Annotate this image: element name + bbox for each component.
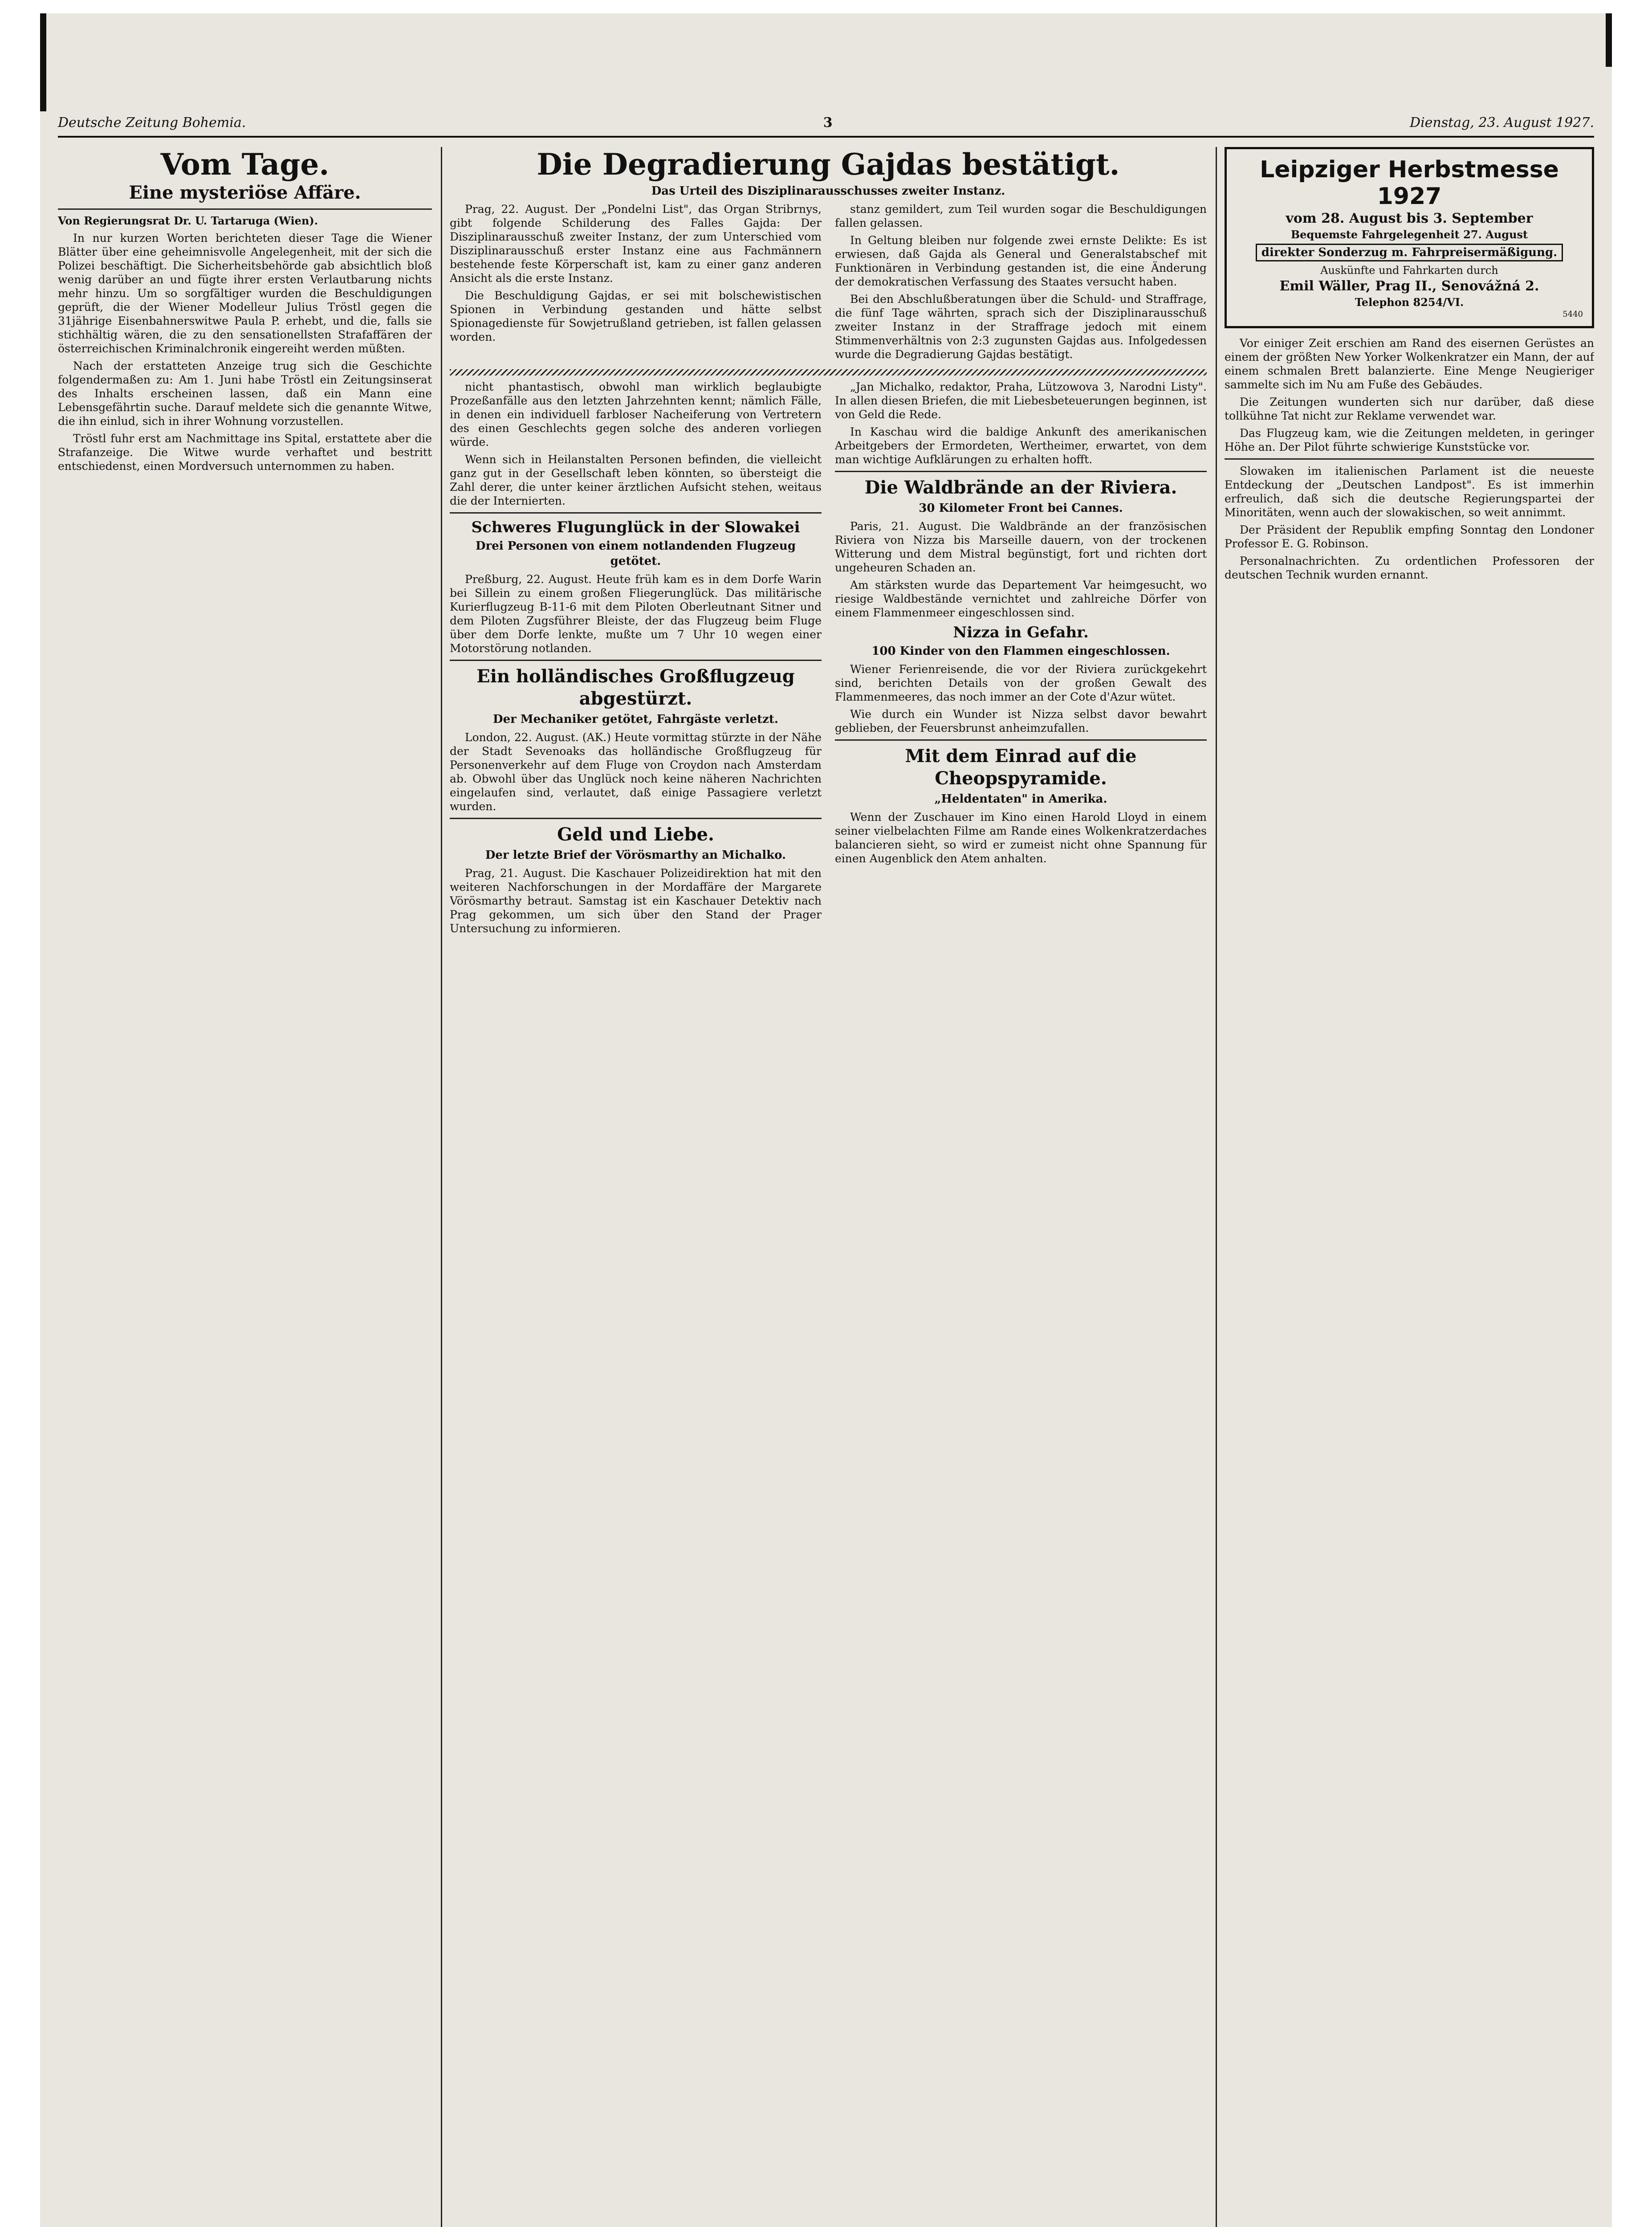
article-paragraph: Das Flugzeug kam, wie die Zeitungen meldeten, in geringer Höhe an. Der Pilot führte schwierige Kunststücke vor. (1225, 427, 1594, 453)
article-paragraph: Wiener Ferienreisende, die vor der Riviera zurückgekehrt sind, berichten Details von der großen Gewalt des Flammenmeeres, das noch immer an der Cote d'Azur wütet. (835, 663, 1207, 703)
article-paragraph: Personalnachrichten. Zu ordentlichen Professoren der deutschen Technik wurden ernannt. (1225, 555, 1594, 581)
cheops-subheadline: „Heldentaten" in Amerika. (934, 792, 1107, 806)
main-headline: Die Degradierung Gajdas bestätigt. (537, 147, 1120, 182)
divider (450, 660, 822, 661)
article-paragraph: Vor einiger Zeit erschien am Rand des eisernen Gerüstes an einem der größten New Yorker Wolkenkratzer ein Mann, der auf einem schmalen Brett balanzierte. Eine Menge Neugieriger sammelte sich im Nu am Fuße des Gebäudes. (1225, 337, 1594, 391)
article-paragraph: Tröstl fuhr erst am Nachmittage ins Spital, erstattete aber die Strafanzeige. Die Witwe wurde verhaftet und bestritt entschiedenst, einen Mordversuch unternommen zu haben. (58, 432, 432, 473)
article-paragraph: Wenn sich in Heilanstalten Personen befinden, die vielleicht ganz gut in der Gesellschaft leben könnten, so übersteigt die Zahl derer, die unter keiner ärztlichen Aufsicht stehen, weitaus die der Internierten. (450, 453, 822, 507)
article-paragraph: In Kaschau wird die baldige Ankunft des amerikanischen Arbeitgebers der Ermordeten, Wertheimer, erwartet, von dem man wichtige Aufklärungen zu erhalten hofft. (835, 425, 1207, 466)
nizza-headline: Nizza in Gefahr. (953, 624, 1089, 641)
divider (1225, 458, 1594, 460)
article-paragraph: Wenn der Zuschauer im Kino einen Harold Lloyd in einem seiner vielbelachten Filme am Rande eines Wolkenkratzerdaches balancieren sieht, so wird er zumeist nicht ohne Spannung für einen Augenblick den Atem anhalten. (835, 811, 1207, 865)
issue-date: Dienstag, 23. August 1927. (1410, 114, 1594, 131)
cheops-headline: Mit dem Einrad auf die Cheopspyramide. (905, 746, 1137, 789)
article-paragraph: Am stärksten wurde das Departement Var heimgesucht, wo riesige Waldbestände vernichtet und zahlreiche Dörfer von einem Flammenmeer eingeschlossen sind. (835, 579, 1207, 619)
column-left (58, 147, 432, 2227)
fire-headline: Die Waldbrände an der Riviera. (864, 477, 1177, 498)
ad-agent: Emil Wäller, Prag II., Senovážná 2. (1279, 278, 1539, 294)
divider (835, 471, 1207, 472)
article-paragraph: Nach der erstatteten Anzeige trug sich die Geschichte folgendermaßen zu: Am 1. Juni habe Tröstl ein Zeitungsinserat des Inhalts erscheinen lassen, daß ein Mann eine Lebensgefährtin suche. Darauf meldete sich die genannte Witwe, die ihn einlud, sich in ihrer Wohnung vorzustellen. (58, 359, 432, 428)
page-header (58, 109, 1594, 138)
divider (835, 739, 1207, 741)
article-paragraph: stanz gemildert, zum Teil wurden sogar die Beschuldigungen fallen gelassen. (835, 203, 1207, 229)
ad-special-train: direkter Sonderzug m. Fahrpreisermäßigung. (1256, 244, 1563, 261)
page-number: 3 (823, 114, 833, 131)
love-subheadline: Der letzte Brief der Vörösmarthy an Michalko. (485, 848, 786, 862)
scan-corner-mark-right (1606, 13, 1612, 67)
crash1-subheadline: Drei Personen von einem notlandenden Flugzeug getötet. (475, 539, 796, 568)
fire-subheadline: 30 Kilometer Front bei Cannes. (919, 502, 1123, 515)
article-paragraph: London, 22. August. (AK.) Heute vormittag stürzte in der Nähe der Stadt Sevenoaks das holländische Großflugzeug für Personenverkehr auf dem Fluge von Croydon nach Amsterdam ab. Obwohl über das Unglück noch keine näheren Nachrichten eingelaufen sind, verlautet, daß einige Passagiere verletzt wurden. (450, 731, 822, 813)
article-paragraph: Wie durch ein Wunder ist Nizza selbst davor bewahrt geblieben, der Feuersbrunst anheimzufallen. (835, 708, 1207, 734)
article-paragraph: Prag, 22. August. Der „Pondelni List", das Organ Stribrnys, gibt folgende Schilderung des Falles Gajda: Der Disziplinarausschuß zweiter Instanz, der zum Unterschied vom Disziplinarausschuß erster Instanz eine aus Fachmännern bestehende feste Körperschaft ist, kam zu einer ganz anderen Ansicht als die erste Instanz. (450, 203, 822, 285)
article-paragraph: Preßburg, 22. August. Heute früh kam es in dem Dorfe Warin bei Sillein zu einem großen Fliegerunglück. Das militärische Kurierflugzeug B-11-6 mit dem Piloten Oberleutnant Sitner und dem Piloten Zugsführer Bleiste, der das Flugzeug beim Fluge über dem Dorfe lenkte, mußte um 7 Uhr 10 wegen einer Motorstörung notlanden. (450, 573, 822, 655)
article-title: Eine mysteriöse Affäre. (129, 182, 361, 203)
divider (58, 208, 432, 210)
crash1-headline: Schweres Flugunglück in der Slowakei (471, 518, 800, 536)
column-divider (1216, 147, 1217, 2227)
ad-travel-line: Bequemste Fahrgelegenheit 27. August (1290, 228, 1528, 241)
crash2-subheadline: Der Mechaniker getötet, Fahrgäste verletzt. (493, 713, 778, 726)
article-paragraph: Prag, 21. August. Die Kaschauer Polizeidirektion hat mit den weiteren Nachforschungen in der Mordaffäre der Margarete Vörösmarthy betraut. Samstag ist ein Kaschauer Detektiv nach Prag gekommen, um sich über den Stand der Prager Untersuchung zu informieren. (450, 867, 822, 935)
ad-title: Leipziger Herbstmesse 1927 (1260, 156, 1559, 210)
article-paragraph: Der Präsident der Republik empfing Sonntag den Londoner Professor E. G. Robinson. (1225, 523, 1594, 550)
advertisement-box (1225, 147, 1594, 328)
ad-code: 5440 (1562, 310, 1583, 319)
love-headline: Geld und Liebe. (557, 824, 714, 845)
divider (450, 512, 822, 514)
crash2-headline: Ein holländisches Großflugzeug abgestürzt. (476, 666, 795, 709)
column-center (450, 147, 1207, 2227)
article-paragraph: Slowaken im italienischen Parlament ist die neueste Entdeckung der „Deutschen Landpost". Es ist immerhin erfreulich, daß sich die deutsche Regierungspartei der Minoritäten, wenn auch der slowakischen, so weit annimmt. (1225, 465, 1594, 519)
ornamental-divider (450, 369, 1207, 375)
scan-corner-mark-left (40, 13, 46, 111)
ad-info: Auskünfte und Fahrkarten durch (1320, 264, 1498, 277)
section-title: Vom Tage. (160, 147, 330, 182)
ad-dates: vom 28. August bis 3. September (1286, 211, 1533, 226)
article-paragraph: Die Beschuldigung Gajdas, er sei mit bolschewistischen Spionen in Verbindung gestanden und hätte selbst Spionagedienste für Sowjetrußland getrieben, ist fallen gelassen worden. (450, 289, 822, 343)
article-paragraph: Die Zeitungen wunderten sich nur darüber, daß diese tollkühne Tat nicht zur Reklame verwendet war. (1225, 396, 1594, 422)
article-paragraph: In Geltung bleiben nur folgende zwei ernste Delikte: Es ist erwiesen, daß Gajda als General und Generalstabschef mit Funktionären in Verbindung gestanden ist, die eine Änderung der demokratischen Verfassung des Staates versucht haben. (835, 234, 1207, 288)
newspaper-page (40, 13, 1612, 2227)
column-divider (441, 147, 442, 2227)
main-subheadline: Das Urteil des Disziplinarausschusses zweiter Instanz. (651, 184, 1005, 198)
nizza-subheadline: 100 Kinder von den Flammen eingeschlossen. (871, 644, 1170, 658)
column-right (1225, 147, 1594, 2227)
paper-name: Deutsche Zeitung Bohemia. (58, 114, 246, 131)
article-paragraph: In nur kurzen Worten berichteten dieser Tage die Wiener Blätter über eine geheimnisvolle Angelegenheit, mit der sich die Polizei beschäftigt. Die Sicherheitsbehörde gab absichtlich bloß wenig darüber an und fügte ihrer ersten Verlautbarung nichts mehr hinzu. Um so sorgfältiger wurden die Beschuldigungen geprüft, die der Wiener Modelleur Julius Tröstl gegen die 31jährige Eisenbahnerswitwe Paula P. erhebt, und die, falls sie stichhältig wären, die zu den sensationellsten Strafaffären der österreichischen Kriminalchronik eingereiht werden müßten. (58, 232, 432, 355)
article-paragraph: Bei den Abschlußberatungen über die Schuld- und Straffrage, die fünf Tage währten, sprach sich der Disziplinarausschuß zweiter Instanz in der Straffrage jedoch mit einem Stimmenverhältnis von 2:3 zugunsten Gajdas aus. Infolgedessen wurde die Degradierung Gajdas bestätigt. (835, 293, 1207, 361)
ad-phone: Telephon 8254/VI. (1355, 296, 1464, 309)
article-byline: Von Regierungsrat Dr. U. Tartaruga (Wien). (58, 214, 318, 227)
article-paragraph: „Jan Michalko, redaktor, Praha, Lützowova 3, Narodni Listy". In allen diesen Briefen, die mit Liebesbeteuerungen beginnen, ist von Geld die Rede. (835, 380, 1207, 421)
article-paragraph: Paris, 21. August. Die Waldbrände an der französischen Riviera von Nizza bis Marseille dauern, von der trockenen Witterung und dem Mistral begünstigt, fort und richten dort ungeheuren Schaden an. (835, 520, 1207, 574)
article-paragraph: nicht phantastisch, obwohl man wirklich beglaubigte Prozeßanfälle aus den letzten Jahrzehnten kennt; nämlich Fälle, in denen ein individuell farbloser Nacheiferung von Vertretern des einen Geschlechts gegen solche des anderen vorliegen würde. (450, 380, 822, 449)
divider (450, 818, 822, 819)
